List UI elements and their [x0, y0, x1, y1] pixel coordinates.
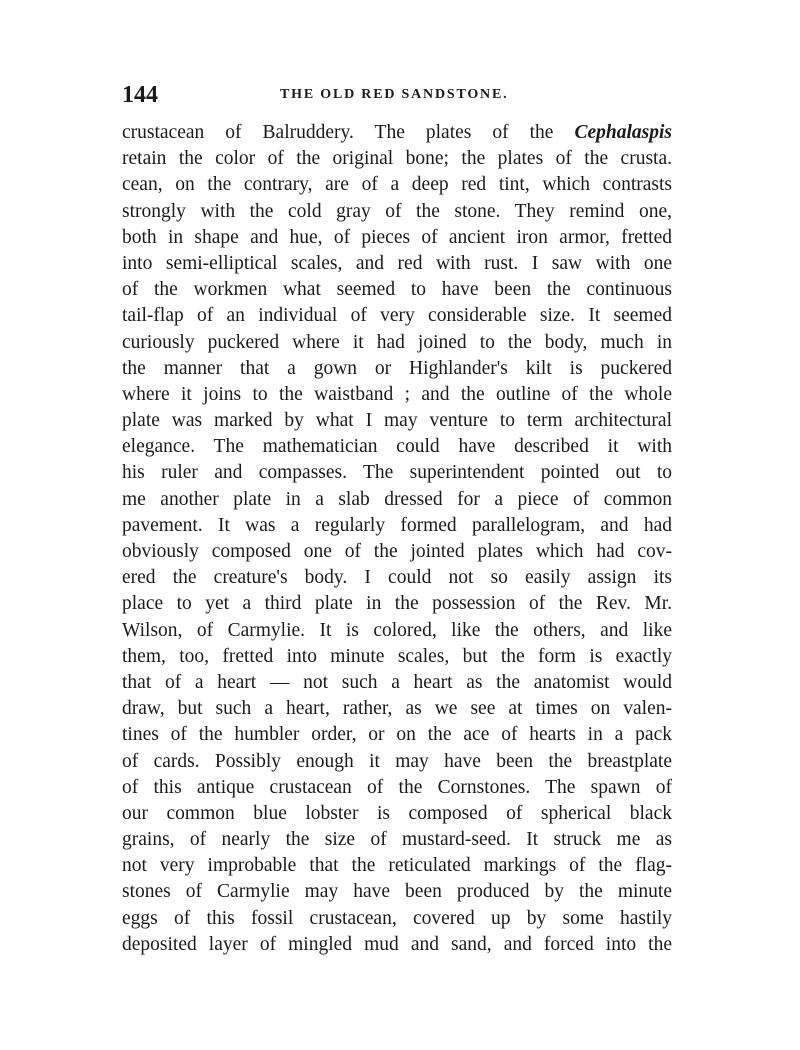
text-line: cean, on the contrary, are of a deep red tint, which contrasts — [122, 174, 672, 196]
text-line: retain the color of the original bone; the plates of the crusta. — [122, 148, 672, 170]
text-line: where it joins to the waistband ; and the outline of the whole — [122, 383, 672, 405]
text-line: of this antique crustacean of the Cornstones. The spawn of — [122, 776, 672, 798]
text-line: pavement. It was a regularly formed parallelogram, and had — [122, 514, 672, 536]
italic-species-name: Cephalaspis — [574, 122, 672, 143]
text-line: plate was marked by what I may venture to term architectural — [122, 410, 672, 432]
text-line: eggs of this fossil crustacean, covered up by some hastily — [122, 907, 672, 929]
text-line: Wilson, of Carmylie. It is colored, like the others, and like — [122, 619, 672, 641]
text-line: both in shape and hue, of pieces of ancient iron armor, fretted — [122, 226, 672, 248]
text-line: draw, but such a heart, rather, as we see at times on valen- — [122, 698, 672, 720]
text-line: stones of Carmylie may have been produced by the minute — [122, 881, 672, 903]
text-line: tail-flap of an individual of very considerable size. It seemed — [122, 305, 672, 327]
text-line: into semi-elliptical scales, and red with rust. I saw with one — [122, 252, 672, 274]
text-line: ered the creature's body. I could not so easily assign its — [122, 567, 672, 589]
text-line: his ruler and compasses. The superintendent pointed out to — [122, 462, 672, 484]
text-line: crustacean of Balruddery. The plates of the Cephalaspis — [122, 122, 672, 143]
text-line: them, too, fretted into minute scales, but the form is exactly — [122, 645, 672, 667]
text-line: our common blue lobster is composed of spherical black — [122, 802, 672, 824]
page-header — [122, 80, 674, 110]
text-line: of cards. Possibly enough it may have been the breastplate — [122, 750, 672, 772]
text-line: grains, of nearly the size of mustard-seed. It struck me as — [122, 829, 672, 851]
text-line: curiously puckered where it had joined to the body, much in — [122, 331, 672, 353]
text-line: strongly with the cold gray of the stone. They remind one, — [122, 200, 672, 222]
text-line: deposited layer of mingled mud and sand, and forced into the — [122, 933, 672, 955]
text-line: obviously composed one of the jointed plates which had cov- — [122, 541, 672, 562]
running-title: THE OLD RED SANDSTONE. — [280, 87, 509, 102]
text-line: not very improbable that the reticulated markings of the flag- — [122, 855, 672, 877]
text-line: of the workmen what seemed to have been the continuous — [122, 279, 672, 301]
text-line: tines of the humbler order, or on the ace of hearts in a pack — [122, 724, 672, 746]
text-line: the manner that a gown or Highlander's kilt is puckered — [122, 357, 672, 379]
text-line: elegance. The mathematician could have described it with — [122, 436, 672, 458]
body-text — [122, 120, 672, 958]
text-line: me another plate in a slab dressed for a piece of common — [122, 488, 672, 510]
page-number: 144 — [122, 82, 158, 108]
text-line: that of a heart — not such a heart as the anatomist would — [122, 671, 672, 693]
text-line: place to yet a third plate in the possession of the Rev. Mr. — [122, 593, 672, 615]
